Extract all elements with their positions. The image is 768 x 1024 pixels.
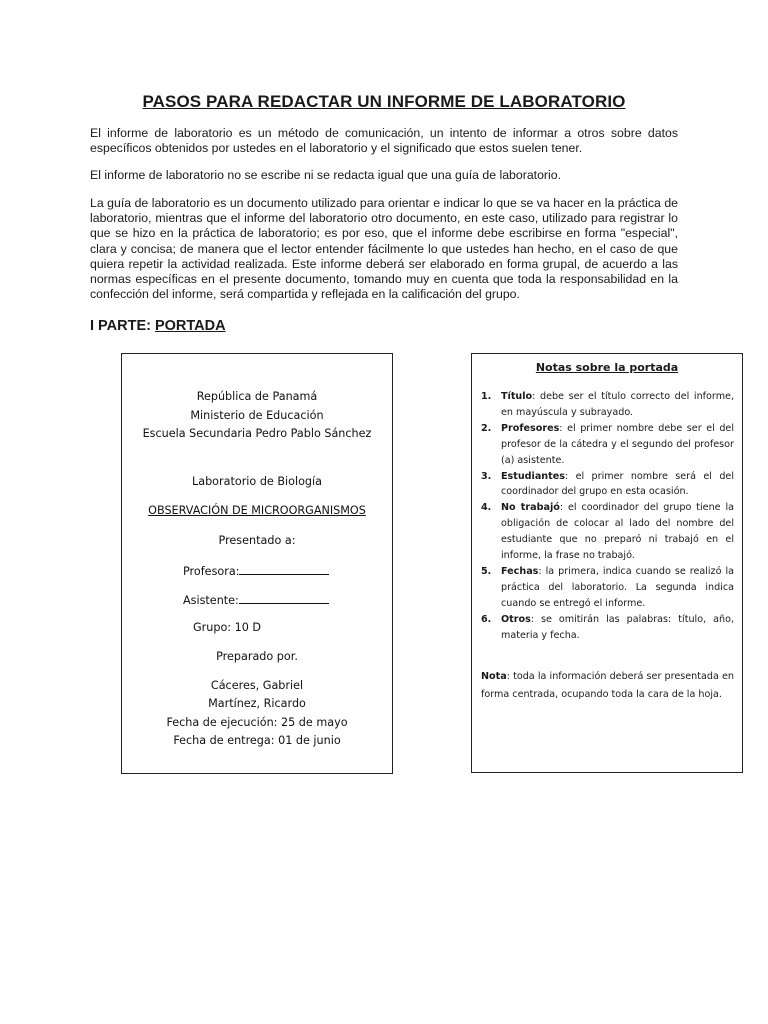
notes-item-term: Título (501, 391, 533, 402)
assistant-blank-line (239, 592, 329, 604)
cover-lab: Laboratorio de Biología (191, 475, 323, 488)
notes-item-term: Fechas (501, 565, 539, 577)
notes-item-term: No trabajó (501, 502, 560, 514)
section-heading (90, 318, 226, 334)
cover-report-title: OBSERVACIÓN DE MICROORGANISMOS (148, 504, 366, 517)
notes-item (481, 389, 734, 421)
cover-assistant-label: Asistente: (183, 594, 239, 607)
distinction-paragraph: El informe de laboratorio no se escribe ni se redacta igual que una guía de laboratorio. (90, 168, 561, 182)
cover-assistant-row (183, 592, 329, 607)
notes-item-text: : el primer nombre debe ser el del profesor de la cátedra y el segundo del profesor (a) asistente. (501, 422, 734, 466)
cover-group: Grupo: 10 D (193, 621, 262, 634)
cover-student-2: Martínez, Ricardo (208, 697, 306, 710)
notes-item-number: 6. (481, 613, 492, 625)
cover-delivery-date: Fecha de entrega: 01 de junio (173, 734, 341, 747)
guide-paragraph: La guía de laboratorio es un documento utilizado para orientar e indicar lo que se va hacer en la práctica de laboratorio, mientras que el informe del laboratorio otro documento, en este caso, utilizado para registrar lo que se hizo en la práctica de laboratorio; es por eso, que el informe debe escribirse en forma "especial", clara y concisa; de manera que el lector entender fácilmente lo que ustedes han hecho, en el caso de que quiera repetir la actividad realizada. Este informe deberá ser elaborado en forma grupal, de acuerdo a las normas específicas en el presente documento, tomando muy en cuenta que toda la responsabilidad en la confección del informe, será compartida y reflejada en la calificación del grupo. (90, 196, 678, 302)
note-term: Nota (481, 671, 507, 682)
cover-school: Escuela Secundaria Pedro Pablo Sánchez (142, 427, 372, 440)
notes-item (481, 500, 734, 564)
notes-item-number: 3. (481, 470, 492, 482)
cover-prepared-by: Preparado por. (216, 650, 298, 663)
notes-item-term: Otros (501, 613, 531, 625)
notes-item-number: 2. (481, 422, 492, 434)
intro-paragraph: El informe de laboratorio es un método de comunicación, un intento de informar a otros sobre datos específicos obtenidos por ustedes en el laboratorio y el significado que estos suelen tener. (90, 126, 678, 156)
notes-item-text: : el coordinador del grupo tiene la obligación de colocar al lado del nombre del estudiante que no preparó ni trabajó en el informe, la frase no trabajó. (501, 502, 734, 562)
notes-item-number: 1. (481, 391, 492, 402)
notes-item-number: 5. (481, 565, 492, 577)
cover-student-1: Cáceres, Gabriel (210, 679, 304, 692)
notes-item (481, 421, 734, 469)
professor-blank-line (239, 563, 329, 575)
notes-item-number: 4. (481, 502, 492, 514)
note-text: : toda la información deberá ser presentada en forma centrada, ocupando toda la cara de la hoja. (481, 671, 734, 700)
notes-item-text: : la primera, indica cuando se realizó la práctica del laboratorio. La segunda indica cuando se entregó el informe. (501, 565, 734, 609)
notes-title: Notas sobre la portada (535, 361, 679, 374)
section-name: PORTADA (154, 318, 226, 334)
notes-item (481, 469, 734, 501)
notes-item-term: Estudiantes (501, 470, 565, 482)
cover-professor-row (183, 563, 329, 578)
cover-notes-box (471, 353, 743, 773)
cover-exec-date: Fecha de ejecución: 25 de mayo (166, 716, 348, 729)
notes-final-note (481, 668, 734, 703)
notes-item-term: Profesores (501, 422, 560, 434)
notes-item-text: : se omitirán las palabras: título, año, materia y fecha. (501, 613, 734, 641)
cover-presented-to: Presentado a: (218, 534, 296, 547)
cover-example-box (121, 353, 393, 774)
notes-item (481, 564, 734, 612)
page-title: PASOS PARA REDACTAR UN INFORME DE LABORATORIO (142, 92, 626, 111)
cover-professor-label: Profesora: (183, 565, 240, 578)
cover-country: República de Panamá (196, 390, 318, 403)
cover-ministry: Ministerio de Educación (190, 409, 324, 422)
notes-item-text: : el primer nombre será el del coordinador del grupo en esta ocasión. (501, 470, 734, 498)
notes-item (481, 612, 734, 644)
notes-list (481, 389, 734, 644)
notes-item-text: : debe ser el título correcto del informe, en mayúscula y subrayado. (501, 391, 734, 418)
section-prefix: I PARTE: (90, 318, 155, 334)
